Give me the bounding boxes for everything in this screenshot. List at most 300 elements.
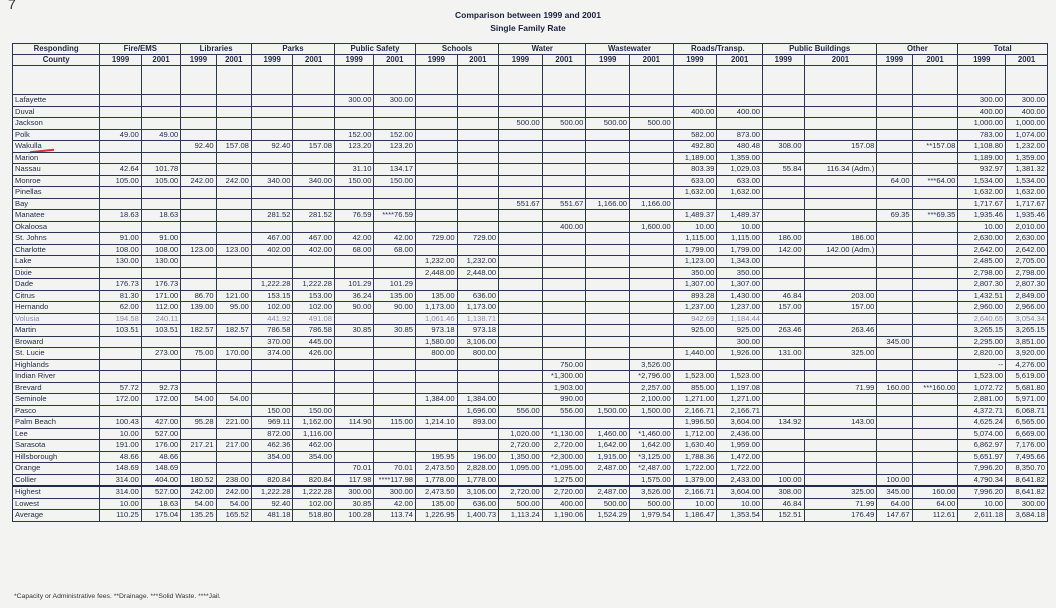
value-cell: 100.00 [877,474,912,486]
value-cell [374,440,416,452]
value-cell: 135.00 [374,290,416,302]
value-cell: 102.00 [293,302,335,314]
value-cell [630,336,674,348]
value-cell: 925.00 [717,325,763,337]
value-cell [586,290,630,302]
value-cell: 1,430.00 [717,290,763,302]
value-cell: 1,113.24 [499,510,543,522]
county-cell: St. Lucie [13,348,100,360]
value-cell: 300.00 [1006,498,1048,510]
value-cell: 54.00 [181,498,216,510]
value-cell: 2,720.00 [499,486,543,498]
value-cell: 1,523.00 [958,371,1006,383]
value-cell: 3,106.00 [457,336,499,348]
value-cell: 1,138.71 [457,313,499,325]
summary-row [13,510,1048,522]
value-cell: 1,000.00 [958,118,1006,130]
value-cell [804,394,877,406]
county-cell: St. Johns [13,233,100,245]
table-row [13,95,1048,107]
value-cell: 969.11 [251,417,293,429]
value-cell: 117.98 [335,474,374,486]
value-cell: 2,448.00 [416,267,458,279]
value-cell: 2,820.00 [958,348,1006,360]
value-cell [877,371,912,383]
value-cell [586,313,630,325]
value-cell [141,95,180,107]
value-cell [586,474,630,486]
value-cell [216,359,251,371]
value-cell [912,279,958,291]
value-cell [804,279,877,291]
value-cell: 2,630.00 [1006,233,1048,245]
table-row [13,371,1048,383]
value-cell [586,256,630,268]
value-cell [251,382,293,394]
footnote: *Capacity or Administrative fees. **Drainage. ***Solid Waste. ****Jail. [14,593,221,600]
value-cell: 7,176.00 [1006,440,1048,452]
value-cell [499,371,543,383]
value-cell: 7,996.20 [958,463,1006,475]
value-cell [673,359,717,371]
value-cell [457,428,499,440]
value-cell [542,164,586,176]
value-cell [374,348,416,360]
value-cell [763,313,805,325]
value-cell [542,313,586,325]
value-cell: 2,485.00 [958,256,1006,268]
value-cell: 281.52 [251,210,293,222]
value-cell [586,152,630,164]
value-cell: 48.66 [141,451,180,463]
value-cell: 500.00 [630,118,674,130]
value-cell: 175.04 [141,510,180,522]
value-cell [586,359,630,371]
value-cell: 1,500.00 [586,405,630,417]
value-cell [763,279,805,291]
value-cell: 2,473.50 [416,463,458,475]
value-cell [912,451,958,463]
value-cell: 110.25 [100,510,142,522]
value-cell: 308.00 [763,141,805,153]
value-cell [181,187,216,199]
value-cell [216,233,251,245]
value-cell: 1,379.00 [673,474,717,486]
value-cell [457,164,499,176]
value-cell [216,428,251,440]
table-row [13,440,1048,452]
value-cell: 500.00 [542,118,586,130]
value-cell [181,313,216,325]
value-cell: 551.67 [542,198,586,210]
value-cell: 7,495.66 [1006,451,1048,463]
value-cell: 1,959.00 [717,440,763,452]
value-cell: 1,020.00 [499,428,543,440]
value-cell [374,336,416,348]
value-cell [673,198,717,210]
value-cell [586,348,630,360]
value-cell: 90.00 [335,302,374,314]
value-cell [457,152,499,164]
value-cell: 729.00 [416,233,458,245]
value-cell [416,244,458,256]
value-cell [457,187,499,199]
county-cell: Highlands [13,359,100,371]
header-group: Roads/Transp. [673,44,762,55]
value-cell [293,95,335,107]
value-cell: 1,915.00 [586,451,630,463]
value-cell [181,382,216,394]
value-cell [912,187,958,199]
header-year: 1999 [958,55,1006,66]
value-cell [181,279,216,291]
value-cell [763,359,805,371]
value-cell [586,244,630,256]
value-cell [877,233,912,245]
value-cell: 942.69 [673,313,717,325]
value-cell: 2,798.00 [1006,267,1048,279]
value-cell [586,302,630,314]
value-cell [499,302,543,314]
value-cell: 786.58 [251,325,293,337]
value-cell: 194.58 [100,313,142,325]
value-cell: 18.63 [141,498,180,510]
value-cell: 1,237.00 [673,302,717,314]
value-cell [416,164,458,176]
value-cell: **157.08 [912,141,958,153]
value-cell [630,141,674,153]
value-cell [374,382,416,394]
value-cell: 176.00 [141,440,180,452]
value-cell: 8,350.70 [1006,463,1048,475]
value-cell [416,279,458,291]
value-cell: 1,381.32 [1006,164,1048,176]
value-cell [216,198,251,210]
value-cell [251,221,293,233]
value-cell [457,106,499,118]
value-cell [141,118,180,130]
value-cell [141,267,180,279]
value-cell [804,198,877,210]
header-group: Other [877,44,958,55]
summary-row [13,498,1048,510]
county-cell: Lake [13,256,100,268]
value-cell: 1,696.00 [457,405,499,417]
value-cell: 325.00 [804,486,877,498]
county-cell: Brevard [13,382,100,394]
value-cell: 925.00 [673,325,717,337]
value-cell [216,129,251,141]
value-cell: 2,807.30 [958,279,1006,291]
value-cell: *1,095.00 [542,463,586,475]
county-cell: Lowest [13,498,100,510]
value-cell [374,118,416,130]
value-cell [877,152,912,164]
table-row [13,187,1048,199]
value-cell: 480.48 [717,141,763,153]
value-cell [877,417,912,429]
value-cell [181,371,216,383]
value-cell [141,152,180,164]
value-cell: 3,684.18 [1006,510,1048,522]
value-cell [877,221,912,233]
value-cell: 108.00 [141,244,180,256]
value-cell [416,118,458,130]
value-cell [216,463,251,475]
county-cell: Jackson [13,118,100,130]
value-cell [877,463,912,475]
county-cell: Volusia [13,313,100,325]
value-cell [763,152,805,164]
value-cell [630,267,674,279]
value-cell: 462.00 [293,440,335,452]
value-cell [293,164,335,176]
value-cell [181,233,216,245]
value-cell: ****117.98 [374,474,416,486]
value-cell [877,164,912,176]
value-cell: 1,189.00 [958,152,1006,164]
value-cell [416,371,458,383]
value-cell: 135.00 [416,290,458,302]
value-cell: 492.80 [673,141,717,153]
page-subtitle: Single Family Rate [490,23,566,33]
value-cell: 123.00 [216,244,251,256]
header-group: Public Buildings [763,44,877,55]
value-cell: 1,226.95 [416,510,458,522]
header-group: Schools [416,44,499,55]
county-cell: Hernando [13,302,100,314]
value-cell: 2,611.18 [958,510,1006,522]
value-cell: 300.00 [717,336,763,348]
value-cell: 165.52 [216,510,251,522]
value-cell: 3,054.34 [1006,313,1048,325]
table-row [13,336,1048,348]
county-cell: Collier [13,474,100,486]
value-cell [181,164,216,176]
value-cell: 1,184.44 [717,313,763,325]
value-cell [586,221,630,233]
value-cell: 1,237.00 [717,302,763,314]
value-cell: 91.00 [100,233,142,245]
value-cell: 5,971.00 [1006,394,1048,406]
value-cell: 1,222.28 [293,279,335,291]
value-cell: 3,526.00 [630,486,674,498]
value-cell: 8,641.82 [1006,474,1048,486]
value-cell: 1,166.00 [586,198,630,210]
value-cell: 1,400.73 [457,510,499,522]
table-row [13,267,1048,279]
value-cell: 1,350.00 [499,451,543,463]
value-cell [499,348,543,360]
value-cell [416,440,458,452]
header-responding: Responding [13,44,100,55]
county-cell: Manatee [13,210,100,222]
value-cell [251,187,293,199]
value-cell [457,118,499,130]
value-cell: 2,433.00 [717,474,763,486]
value-cell: 217.00 [216,440,251,452]
value-cell [630,348,674,360]
value-cell: 786.58 [293,325,335,337]
value-cell: 90.00 [374,302,416,314]
county-cell: Okaloosa [13,221,100,233]
value-cell [912,290,958,302]
value-cell [335,371,374,383]
header-group: Public Safety [335,44,416,55]
value-cell: 873.00 [717,129,763,141]
value-cell [499,267,543,279]
value-cell: 263.46 [763,325,805,337]
value-cell: 242.00 [181,486,216,498]
value-cell: 314.00 [100,474,142,486]
value-cell [542,267,586,279]
value-cell: 4,276.00 [1006,359,1048,371]
value-cell [293,371,335,383]
value-cell [630,417,674,429]
value-cell [181,405,216,417]
value-cell: 3,265.15 [1006,325,1048,337]
value-cell [251,164,293,176]
header-year: 2001 [804,55,877,66]
value-cell [416,359,458,371]
value-cell: 1,000.00 [1006,118,1048,130]
value-cell [499,129,543,141]
value-cell [100,198,142,210]
value-cell: 147.67 [877,510,912,522]
value-cell [457,279,499,291]
value-cell: 42.00 [374,233,416,245]
value-cell [542,175,586,187]
table-row [13,279,1048,291]
value-cell [542,187,586,199]
value-cell: 400.00 [542,498,586,510]
value-cell: 354.00 [251,451,293,463]
summary-row [13,486,1048,498]
value-cell [717,118,763,130]
value-cell: 153.15 [251,290,293,302]
value-cell: 467.00 [293,233,335,245]
value-cell [181,221,216,233]
value-cell [586,175,630,187]
value-cell: 191.00 [100,440,142,452]
value-cell [912,152,958,164]
value-cell [804,359,877,371]
value-cell: 1,162.00 [293,417,335,429]
value-cell: 70.01 [374,463,416,475]
county-cell: Palm Beach [13,417,100,429]
value-cell [586,187,630,199]
value-cell [141,405,180,417]
header-year: 2001 [293,55,335,66]
value-cell [293,152,335,164]
value-cell: 10.00 [958,498,1006,510]
value-cell: 1,190.06 [542,510,586,522]
value-cell [457,129,499,141]
value-cell: 973.18 [457,325,499,337]
value-cell: 1,523.00 [673,371,717,383]
value-cell: 242.00 [216,486,251,498]
value-cell: 1,166.00 [630,198,674,210]
value-cell: 5,619.00 [1006,371,1048,383]
value-cell: 31.10 [335,164,374,176]
value-cell: 340.00 [251,175,293,187]
value-cell [586,417,630,429]
county-cell: Seminole [13,394,100,406]
value-cell [335,313,374,325]
header-year: 1999 [586,55,630,66]
value-cell [181,267,216,279]
value-cell: 1,935.46 [1006,210,1048,222]
value-cell [542,152,586,164]
value-cell [100,336,142,348]
value-cell: 2,640.65 [958,313,1006,325]
value-cell: ***160.00 [912,382,958,394]
table-row [13,129,1048,141]
value-cell: 157.08 [804,141,877,153]
value-cell: 1,717.67 [1006,198,1048,210]
value-cell: 1,632.00 [958,187,1006,199]
header-year: 2001 [216,55,251,66]
value-cell: 1,575.00 [630,474,674,486]
value-cell [216,256,251,268]
value-cell: 152.00 [374,129,416,141]
value-cell: 8,641.82 [1006,486,1048,498]
value-cell [416,210,458,222]
value-cell [912,394,958,406]
value-cell [416,175,458,187]
value-cell: 1,996.50 [673,417,717,429]
value-cell: 636.00 [457,290,499,302]
value-cell [499,106,543,118]
value-cell [912,244,958,256]
value-cell [141,187,180,199]
value-cell: 242.00 [181,175,216,187]
value-cell: 527.00 [141,486,180,498]
value-cell [804,210,877,222]
county-cell: Hillsborough [13,451,100,463]
value-cell [804,129,877,141]
value-cell: 2,720.00 [542,486,586,498]
value-cell [416,221,458,233]
value-cell: 2,166.71 [673,405,717,417]
value-cell [763,106,805,118]
value-cell: 2,436.00 [717,428,763,440]
value-cell [586,267,630,279]
value-cell: 6,565.00 [1006,417,1048,429]
value-cell: 370.00 [251,336,293,348]
value-cell [181,118,216,130]
value-cell [763,428,805,440]
value-cell [335,451,374,463]
value-cell: 2,828.00 [457,463,499,475]
value-cell [542,256,586,268]
value-cell: 441.92 [251,313,293,325]
value-cell [499,325,543,337]
value-cell [181,106,216,118]
value-cell: 2,705.00 [1006,256,1048,268]
value-cell: 783.00 [958,129,1006,141]
value-cell: 42.00 [374,498,416,510]
value-cell [586,371,630,383]
value-cell [335,118,374,130]
value-cell [542,95,586,107]
value-cell [374,152,416,164]
value-cell: 2,487.00 [586,463,630,475]
value-cell [499,95,543,107]
value-cell [630,95,674,107]
header-year: 1999 [181,55,216,66]
value-cell: 5,074.00 [958,428,1006,440]
